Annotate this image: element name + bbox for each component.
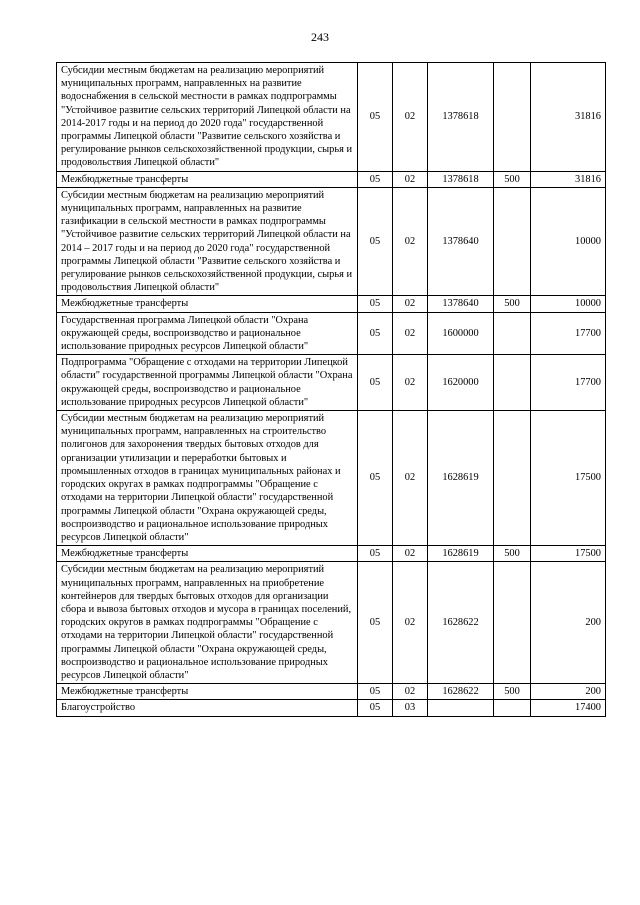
row-section: 05 bbox=[358, 355, 393, 411]
row-subsection: 02 bbox=[393, 684, 428, 700]
row-name: Подпрограмма "Обращение с отходами на территории Липецкой области" государственной программы Липецкой области "Охрана окружающей среды, воспроизводство и рациональное использование природных ресурсов Липецкой области" bbox=[57, 355, 358, 411]
row-amount: 200 bbox=[531, 684, 606, 700]
row-target-article: 1628619 bbox=[428, 411, 494, 546]
row-subsection: 03 bbox=[393, 700, 428, 716]
row-expense-type: 500 bbox=[494, 171, 531, 187]
row-name: Субсидии местным бюджетам на реализацию мероприятий муниципальных программ, направленных на развитие водоснабжения в сельской местности в рамках подпрограммы "Устойчивое развитие сельских территорий Липецкой области на 2014-2017 годы и на период до 2020 года" государственной программы Липецкой области "Развитие сельского хозяйства и регулирование рынков сельскохозяйственной продукции, сырья и продовольствия Липецкой области" bbox=[57, 63, 358, 172]
row-target-article: 1378618 bbox=[428, 171, 494, 187]
row-section: 05 bbox=[358, 700, 393, 716]
row-section: 05 bbox=[358, 171, 393, 187]
row-target-article bbox=[428, 700, 494, 716]
row-target-article: 1378640 bbox=[428, 187, 494, 296]
row-expense-type bbox=[494, 312, 531, 355]
row-expense-type: 500 bbox=[494, 684, 531, 700]
row-amount: 31816 bbox=[531, 63, 606, 172]
row-section: 05 bbox=[358, 312, 393, 355]
row-amount: 31816 bbox=[531, 171, 606, 187]
budget-table bbox=[56, 62, 606, 717]
row-target-article: 1378618 bbox=[428, 63, 494, 172]
row-amount: 10000 bbox=[531, 187, 606, 296]
table-row bbox=[57, 171, 606, 187]
row-name: Субсидии местным бюджетам на реализацию мероприятий муниципальных программ, направленных на строительство полигонов для захоронения твердых бытовых отходов для организации утилизации и переработки бытовых и промышленных отходов в границах муниципальных районах и городских округах в рамках подпрограммы "Обращение с отходами на территории Липецкой области" государственной программы Липецкой области "Охрана окружающей среды, воспроизводство и рациональное использование природных ресурсов Липецкой области" bbox=[57, 411, 358, 546]
row-name: Межбюджетные трансферты bbox=[57, 171, 358, 187]
row-target-article: 1628619 bbox=[428, 546, 494, 562]
row-target-article: 1628622 bbox=[428, 684, 494, 700]
row-amount: 17500 bbox=[531, 411, 606, 546]
table-row bbox=[57, 562, 606, 684]
row-amount: 17400 bbox=[531, 700, 606, 716]
row-amount: 10000 bbox=[531, 296, 606, 312]
table-row bbox=[57, 684, 606, 700]
row-name: Межбюджетные трансферты bbox=[57, 684, 358, 700]
row-target-article: 1628622 bbox=[428, 562, 494, 684]
row-target-article: 1620000 bbox=[428, 355, 494, 411]
row-section: 05 bbox=[358, 562, 393, 684]
row-expense-type: 500 bbox=[494, 546, 531, 562]
row-section: 05 bbox=[358, 187, 393, 296]
row-expense-type bbox=[494, 355, 531, 411]
table-row bbox=[57, 63, 606, 172]
row-section: 05 bbox=[358, 546, 393, 562]
row-amount: 200 bbox=[531, 562, 606, 684]
row-subsection: 02 bbox=[393, 187, 428, 296]
row-name: Государственная программа Липецкой области "Охрана окружающей среды, воспроизводство и рациональное использование природных ресурсов Липецкой области" bbox=[57, 312, 358, 355]
table-row bbox=[57, 546, 606, 562]
row-expense-type bbox=[494, 700, 531, 716]
row-section: 05 bbox=[358, 684, 393, 700]
row-amount: 17700 bbox=[531, 355, 606, 411]
row-name: Благоустройство bbox=[57, 700, 358, 716]
row-name: Субсидии местным бюджетам на реализацию мероприятий муниципальных программ, направленных на развитие газификации в сельской местности в рамках подпрограммы "Устойчивое развитие сельских территорий Липецкой области на 2014 – 2017 годы и на период до 2020 года" государственной программы Липецкой области "Развитие сельского хозяйства и регулирование рынков сельскохозяйственной продукции, сырья и продовольствия Липецкой области" bbox=[57, 187, 358, 296]
page-number: 243 bbox=[311, 30, 329, 44]
row-name: Межбюджетные трансферты bbox=[57, 546, 358, 562]
row-expense-type: 500 bbox=[494, 296, 531, 312]
row-subsection: 02 bbox=[393, 312, 428, 355]
row-amount: 17500 bbox=[531, 546, 606, 562]
row-name: Межбюджетные трансферты bbox=[57, 296, 358, 312]
row-subsection: 02 bbox=[393, 171, 428, 187]
row-subsection: 02 bbox=[393, 355, 428, 411]
row-target-article: 1378640 bbox=[428, 296, 494, 312]
table-row bbox=[57, 312, 606, 355]
row-section: 05 bbox=[358, 296, 393, 312]
table-row bbox=[57, 187, 606, 296]
row-name: Субсидии местным бюджетам на реализацию мероприятий муниципальных программ, направленных на приобретение контейнеров для твердых бытовых отходов для организации сбора и вывоза бытовых отходов и мусора в границах поселений, городских округов в рамках подпрограммы "Обращение с отходами на территории Липецкой области" государственной программы Липецкой области "Охрана окружающей среды, воспроизводство и рациональное использование природных ресурсов Липецкой области" bbox=[57, 562, 358, 684]
row-section: 05 bbox=[358, 63, 393, 172]
row-subsection: 02 bbox=[393, 63, 428, 172]
row-expense-type bbox=[494, 411, 531, 546]
row-expense-type bbox=[494, 562, 531, 684]
table-row bbox=[57, 355, 606, 411]
row-target-article: 1600000 bbox=[428, 312, 494, 355]
row-subsection: 02 bbox=[393, 296, 428, 312]
row-subsection: 02 bbox=[393, 411, 428, 546]
row-amount: 17700 bbox=[531, 312, 606, 355]
row-section: 05 bbox=[358, 411, 393, 546]
table-row bbox=[57, 296, 606, 312]
table-row bbox=[57, 700, 606, 716]
row-expense-type bbox=[494, 187, 531, 296]
table-row bbox=[57, 411, 606, 546]
row-subsection: 02 bbox=[393, 562, 428, 684]
row-subsection: 02 bbox=[393, 546, 428, 562]
row-expense-type bbox=[494, 63, 531, 172]
